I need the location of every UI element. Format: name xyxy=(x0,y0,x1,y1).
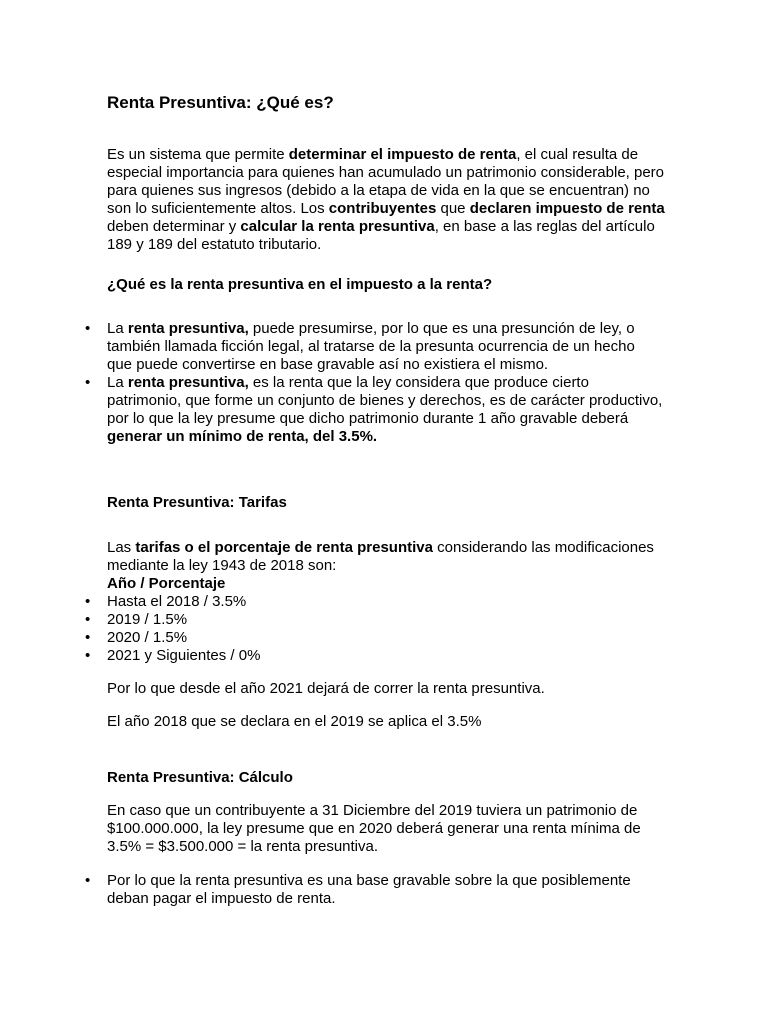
tarifa-row: • 2020 / 1.5% xyxy=(107,629,667,647)
tarifas-heading: Renta Presuntiva: Tarifas xyxy=(107,494,287,511)
tarifas-note-2: El año 2018 que se declara en el 2019 se aplica el 3.5% xyxy=(107,713,482,730)
calculo-heading: Renta Presuntiva: Cálculo xyxy=(107,769,293,786)
tarifa-row: • 2019 / 1.5% xyxy=(107,611,667,629)
item-text: puede presumirse, por lo que es una presunción de ley, o también llamada ficción legal, al tratarse de la presunta ocurrencia de un hecho que puede convertirse en base gravable así no existiera el mismo. xyxy=(107,320,635,373)
calculo-paragraph: En caso que un contribuyente a 31 Diciembre del 2019 tuviera un patrimonio de $100.000.000, la ley presume que en 2020 deberá generar una renta mínima de 3.5% = $3.500.000 = la renta presuntiva. xyxy=(107,802,641,855)
tarifas-intro xyxy=(107,539,667,575)
intro-bold-4: calcular la renta presuntiva xyxy=(240,218,435,235)
intro-text-4: deben determinar y xyxy=(107,218,241,235)
intro-bold-3: declaren impuesto de renta xyxy=(469,200,665,217)
tarifas-text-1: Las xyxy=(107,539,136,556)
calculo-list xyxy=(107,872,663,908)
intro-text-3: que xyxy=(436,200,470,217)
intro-text-2: , el cual resulta de especial importancia para quienes han acumulado un patrimonio considerable, pero para quienes sus ingresos (debido a la etapa de vida en la que se encuentran) no son lo suficientemente altos. Los xyxy=(107,146,665,217)
tarifas-note-1: Por lo que desde el año 2021 dejará de correr la renta presuntiva. xyxy=(107,680,545,697)
list-item: • Por lo que la renta presuntiva es una base gravable sobre la que posiblemente deban pagar el impuesto de renta. xyxy=(107,872,663,908)
tarifas-bold: tarifas o el porcentaje de renta presuntiva xyxy=(135,539,433,556)
tarifas-text-2: considerando las modificaciones mediante la ley 1943 de 2018 son: xyxy=(107,539,654,574)
intro-text-1: Es un sistema que permite xyxy=(107,146,289,163)
item-bold: renta presuntiva, xyxy=(127,374,249,391)
tarifas-list xyxy=(107,593,667,665)
definition-list xyxy=(107,320,663,446)
intro-paragraph xyxy=(107,146,667,254)
item-prefix: La xyxy=(107,320,128,337)
intro-bold-2: contribuyentes xyxy=(328,200,437,217)
list-item xyxy=(107,320,663,374)
item-prefix: La xyxy=(107,374,128,391)
intro-bold-1: determinar el impuesto de renta xyxy=(288,146,517,163)
list-item xyxy=(107,374,663,446)
tarifa-row: • 2021 y Siguientes / 0% xyxy=(107,647,667,665)
item-bold-2: generar un mínimo de renta, del 3.5%. xyxy=(107,428,378,445)
intro-text-5: , en base a las reglas del artículo 189 y 189 del estatuto tributario. xyxy=(107,218,655,253)
item-bold: renta presuntiva, xyxy=(127,320,249,337)
item-text: es la renta que la ley considera que produce cierto patrimonio, que forme un conjunto de bienes y derechos, es de carácter productivo, por lo que la ley presume que dicho patrimonio durante 1 año gravable deberá xyxy=(107,374,663,427)
tarifa-row: • Hasta el 2018 / 3.5% xyxy=(107,593,667,611)
tarifas-table-header: Año / Porcentaje xyxy=(107,575,226,592)
page-title: Renta Presuntiva: ¿Qué es? xyxy=(107,93,334,112)
question-heading: ¿Qué es la renta presuntiva en el impuesto a la renta? xyxy=(107,276,493,293)
